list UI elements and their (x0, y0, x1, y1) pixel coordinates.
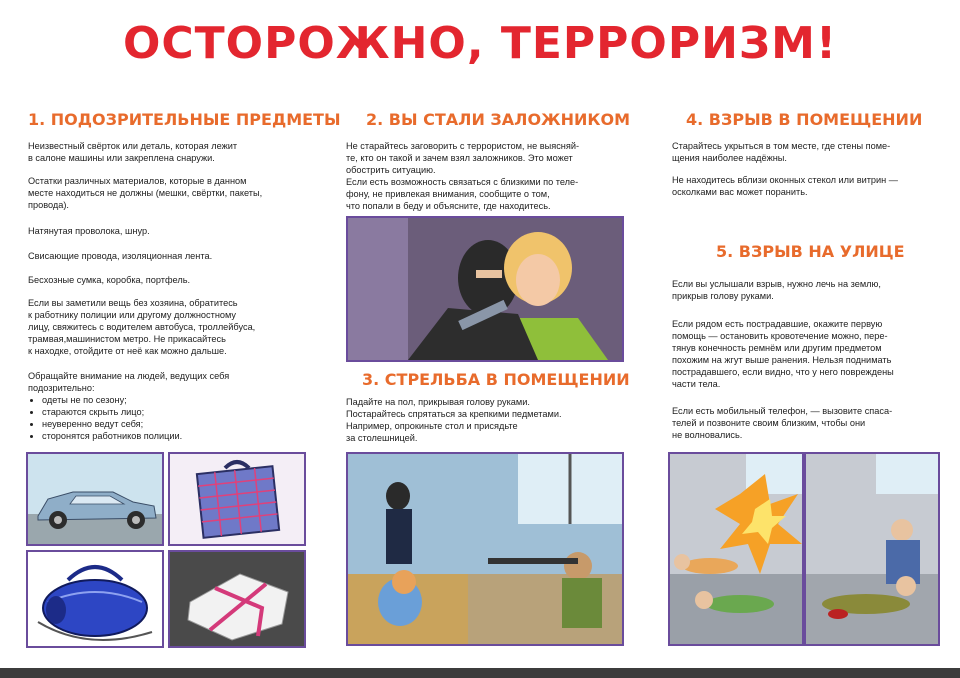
car-illustration (26, 452, 164, 546)
sports-bag-illustration (26, 550, 164, 648)
sec1-text-2: Остатки различных материалов, которые в данном месте находиться не должны (мешки, свёртки, пакеты, провода). (28, 176, 263, 210)
section5-heading: 5. ВЗРЫВ НА УЛИЦЕ (716, 242, 905, 261)
sec3-text-1: Падайте на пол, прикрывая голову руками. Постарайтесь спрятаться за крепкими педметами. Например, опрокиньте стол и присядьте за столешницей. (346, 397, 562, 443)
package-illustration (168, 550, 306, 648)
first-aid-illustration (804, 452, 940, 646)
suspicious-signs-list (28, 394, 332, 442)
list-item: • одеты не по сезону; (42, 394, 332, 406)
section3-heading: 3. СТРЕЛЬБА В ПОМЕЩЕНИИ (362, 370, 630, 389)
sec4-text-2: Не находитесь вблизи оконных стекол или витрин — осколками вас может поранить. (672, 175, 898, 197)
list-item: • сторонятся работников полиции. (42, 430, 332, 442)
list-item: • стараются скрыть лицо; (42, 406, 332, 418)
sec1-text-3: Натянутая проволока, шнур. (28, 226, 150, 236)
section2-heading: 2. ВЫ СТАЛИ ЗАЛОЖНИКОМ (366, 110, 631, 129)
shooting-illustration (346, 452, 624, 646)
sec1-text-5: Бесхозные сумка, коробка, портфель. (28, 275, 191, 285)
explosion-indoor-illustration (668, 452, 804, 646)
section4-heading: 4. ВЗРЫВ В ПОМЕЩЕНИИ (686, 110, 923, 129)
sec1-text-1: Неизвестный свёрток или деталь, которая лежит в салоне машины или закреплена снаружи. (28, 141, 238, 163)
sec1-text-7: Обращайте внимание на людей, ведущих себя подозрительно: (28, 371, 230, 393)
sec5-text-3: Если есть мобильный телефон, — вызовите спаса- телей и позвоните своим близким, чтобы они не волновались. (672, 406, 893, 440)
bottom-bar (0, 668, 960, 678)
sec5-text-1: Если вы услышали взрыв, нужно лечь на землю, прикрыв голову руками. (672, 279, 881, 301)
hostage-illustration (346, 216, 624, 362)
sec4-text-1: Старайтесь укрыться в том месте, где стены поме- щения наиболее надёжны. (672, 141, 891, 163)
list-item: • неуверенно ведут себя; (42, 418, 332, 430)
section1-heading: 1. ПОДОЗРИТЕЛЬНЫЕ ПРЕДМЕТЫ (28, 110, 341, 129)
suitcase-illustration (168, 452, 306, 546)
sec5-text-2: Если рядом есть пострадавшие, окажите первую помощь — остановить кровотечение можно, пере- тянув конечность ремнём или другим предметом похожим на жгут выше ранения. Нельзя поднимать пострадавшего, если видно, что у него повреждены части тела. (672, 319, 894, 389)
sec1-text-4: Свисающие провода, изоляционная лента. (28, 251, 213, 261)
sec2-text-1: Не старайтесь заговорить с террористом, не выясняй- те, кто он такой и зачем взял заложников. Это может обострить ситуацию. Если есть возможность связаться с близкими по теле- фону, не привлекая внимания, сообщите о том, что попали в беду и объясните, где находитесь. (346, 141, 580, 211)
poster-title: ОСТОРОЖНО, ТЕРРОРИЗМ! (122, 18, 838, 69)
sec1-text-6: Если вы заметили вещь без хозяина, обратитесь к работнику полиции или другому должностному лицу, свяжитесь с водителем автобуса, троллейбуса, трамвая,машинистом метро. Не прикасайтесь к находке, отойдите от неё как можно дальше. (28, 298, 256, 356)
